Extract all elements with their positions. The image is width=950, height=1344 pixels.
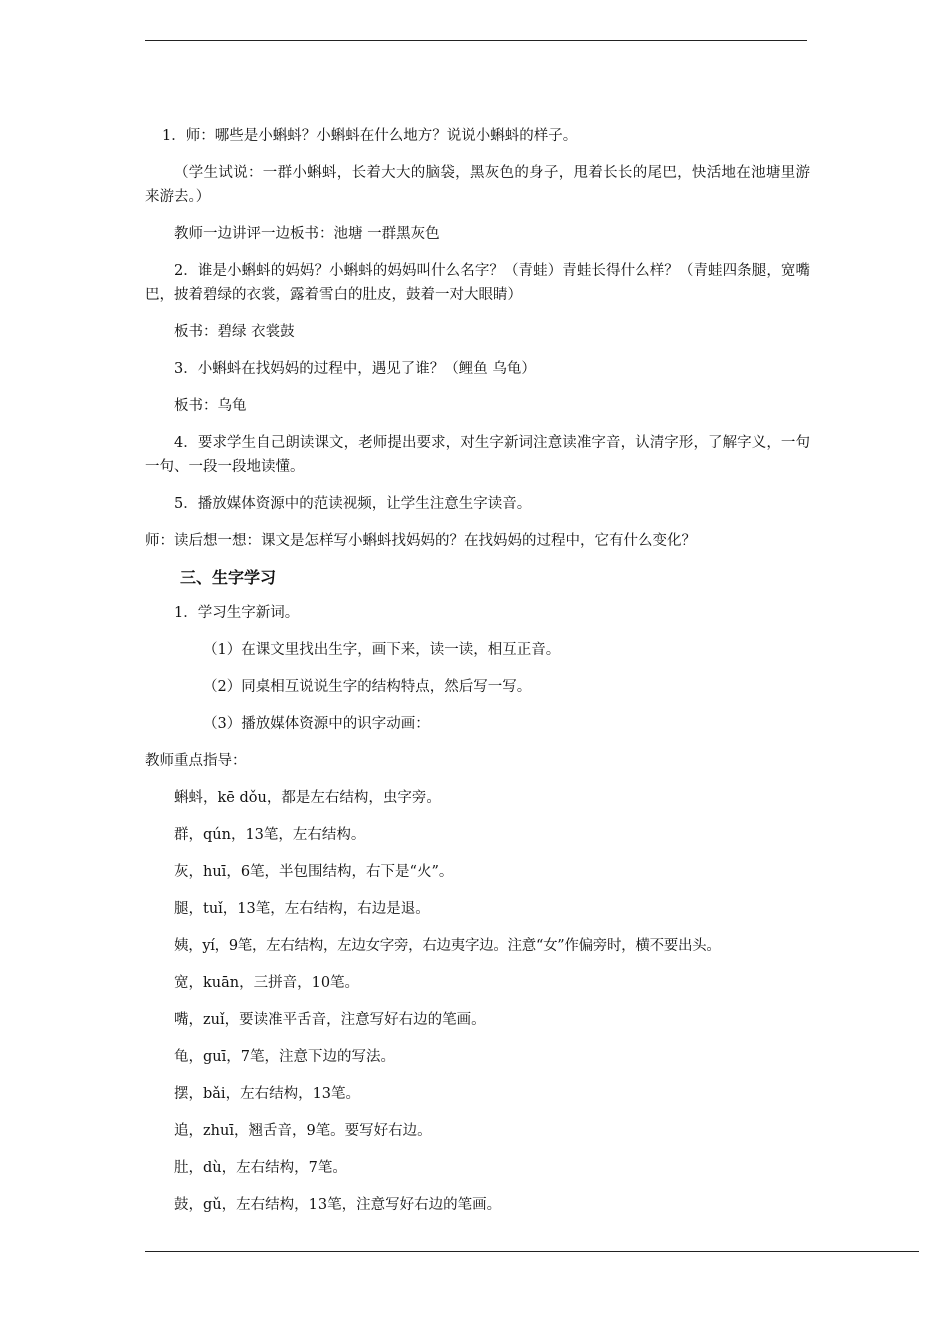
- paragraph-student-answer: （学生试说：一群小蝌蚪，长着大大的脑袋，黑灰色的身子，甩着长长的尾巴，快活地在池塘里游来游去。）: [145, 165, 810, 205]
- list-item: 1．学习生字新词。: [174, 605, 300, 621]
- paragraph-question-3: 3．小蝌蚪在找妈妈的过程中，遇见了谁？（鲤鱼 乌龟）: [174, 361, 536, 377]
- paragraph-board-note-2: 板书：碧绿 衣裳鼓: [174, 324, 295, 340]
- paragraph-media-video: 5．播放媒体资源中的范读视频，让学生注意生字读音。: [174, 496, 532, 512]
- char-note: 蝌蚪，kē dǒu，都是左右结构，虫字旁。: [174, 790, 441, 806]
- paragraph-question-2: 2．谁是小蝌蚪的妈妈？小蝌蚪的妈妈叫什么名字？（青蛙）青蛙长得什么样？（青蛙四条腿，宽嘴巴，披着碧绿的衣裳，露着雪白的肚皮，鼓着一对大眼睛）: [145, 263, 810, 303]
- section-heading: 三、生字学习: [180, 568, 277, 587]
- char-note: 姨，yí，9笔，左右结构，左边女字旁，右边夷字边。注意“女”作偏旁时，横不要出头。: [174, 938, 721, 954]
- document-body: [145, 124, 810, 1230]
- char-note: 龟，guī，7笔，注意下边的写法。: [174, 1049, 395, 1065]
- paragraph-reading-requirement: 4．要求学生自己朗读课文，老师提出要求，对生字新词注意读准字音，认清字形，了解字义，一句一句、一段一段地读懂。: [145, 435, 810, 475]
- teacher-guidance-label: 教师重点指导：: [145, 753, 247, 769]
- list-item: （2）同桌相互说说生字的结构特点，然后写一写。: [203, 679, 532, 695]
- header-rule: [145, 40, 807, 41]
- paragraph-board-note-3: 板书：乌龟: [174, 398, 247, 414]
- char-note: 灰，huī，6笔，半包围结构，右下是“火”。: [174, 864, 454, 880]
- char-note: 追，zhuī，翘舌音，9笔。要写好右边。: [174, 1123, 432, 1139]
- char-note: 群，qún，13笔，左右结构。: [174, 827, 366, 843]
- char-note: 腿，tuǐ，13笔，左右结构，右边是退。: [174, 901, 430, 917]
- char-note: 嘴，zuǐ，要读准平舌音，注意写好右边的笔画。: [174, 1012, 486, 1028]
- char-note: 鼓，gǔ，左右结构，13笔，注意写好右边的笔画。: [174, 1197, 502, 1213]
- paragraph-board-note-1: 教师一边讲评一边板书：池塘 一群黑灰色: [174, 226, 440, 242]
- list-item: （1）在课文里找出生字，画下来，读一读，相互正音。: [203, 642, 561, 658]
- char-note: 摆，bǎi，左右结构，13笔。: [174, 1086, 361, 1102]
- list-item: （3）播放媒体资源中的识字动画：: [203, 716, 430, 732]
- footer-rule: [145, 1251, 919, 1252]
- paragraph-teacher-question-1: 1．师：哪些是小蝌蚪？小蝌蚪在什么地方？说说小蝌蚪的样子。: [162, 128, 578, 144]
- char-note: 肚，dù，左右结构，7笔。: [174, 1160, 347, 1176]
- char-note: 宽，kuān，三拼音，10笔。: [174, 975, 360, 991]
- paragraph-think-after-reading: 师：读后想一想：课文是怎样写小蝌蚪找妈妈的？在找妈妈的过程中，它有什么变化？: [145, 533, 696, 549]
